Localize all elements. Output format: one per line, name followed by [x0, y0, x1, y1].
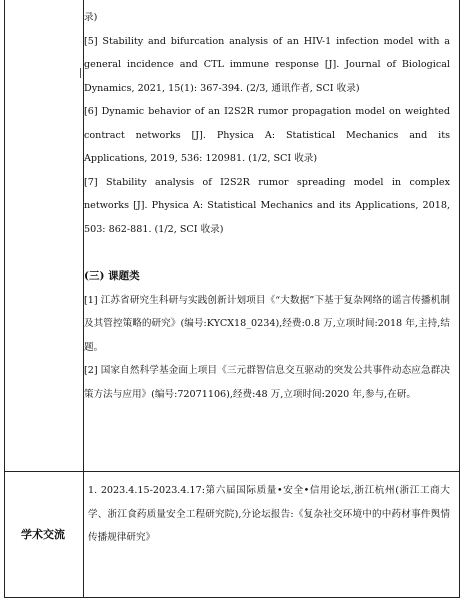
top-fragment: 录): [84, 12, 98, 23]
academic-exchange-entry: 1. 2023.4.15-2023.4.17:第六届国际质量•安全•信用论坛,浙江杭州(浙江工商大学、浙江食药质量安全工程研究院),分论坛报告:《复杂社交环境中的中药材事件舆情传播规律研究》: [88, 485, 450, 543]
section-spacer: [84, 241, 450, 265]
projects-heading: (三) 课题类: [84, 270, 140, 282]
project-entry-2: [2] 国家自然科学基金面上项目《三元群智信息交互驱动的突发公共事件动态应急群决策方法与应用》(编号:72071106),经费:48 万,立项时间:2020 年,参与,在研。: [84, 365, 450, 400]
academic-exchange-label: 学术交流: [21, 528, 65, 541]
project-entry-1: [1] 江苏省研究生科研与实践创新计划项目《“大数据”下基于复杂网络的谣言传播机制及其管控策略的研究》(编号:KYCX18_0234),经费:0.8 万,立项时间:2018 年,主持,结题。: [84, 294, 450, 353]
publications-cell: [84, 6, 450, 406]
paper-entry-6: [6] Dynamic behavior of an I2S2R rumor propagation model on weighted contract networks [J]. Physica A: Statistical Mechanics and its Applications, 2019, 536: 120981. (1/2, SCI 收录): [84, 106, 450, 164]
text-cursor-icon: [80, 68, 81, 78]
paper-entry-5: [5] Stability and bifurcation analysis of an HIV-1 infection model with a general incidence and CTL immune response [J]. Journal of Biological Dynamics, 2021, 15(1): 367-394. (2/3, 通讯作者, SCI 收录): [84, 35, 450, 94]
paper-entry-7: [7] Stability analysis of I2S2R rumor spreading model in complex networks [J]. Physica A: Statistical Mechanics and its Applications, 2018, 503: 862-881. (1/2, SCI 收录): [84, 176, 450, 235]
